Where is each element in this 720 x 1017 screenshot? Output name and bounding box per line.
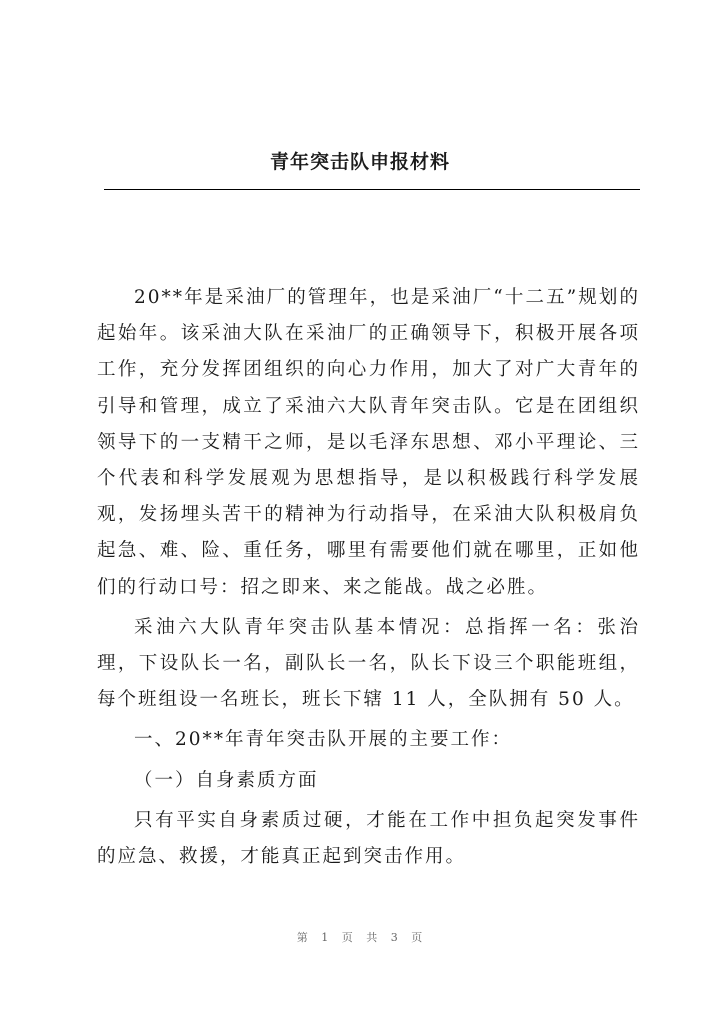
title-divider [104, 189, 640, 190]
paragraph-quality: 只有平实自身素质过硬，才能在工作中担负起突发事件的应急、救援，才能真正起到突击作用。 [97, 809, 640, 868]
paragraph-intro: 20**年是采油厂的管理年，也是采油厂“十二五”规划的起始年。该采油大队在采油厂的正确领导下，积极开展各项工作，充分发挥团组织的向心力作用，加大了对广大青年的引导和管理，成立了采油六大队青年突击队。它是在团组织领导下的一支精干之师，是以毛泽东思想、邓小平理论、三个代表和科学发展观为思想指导，是以积极践行科学发展观，发扬埋头苦干的精神为行动指导，在采油大队积极肩负起急、难、险、重任务，哪里有需要他们就在哪里，正如他们的行动口号：招之即来、来之能战。战之必胜。 [97, 287, 640, 598]
page-number: 第 1 页 共 3 页 [296, 931, 424, 944]
subsection-heading: （一）自身素质方面 [134, 769, 319, 791]
section-heading: 一、20**年青年突击队开展的主要工作： [134, 729, 513, 751]
paragraph-team-info: 采油六大队青年突击队基本情况：总指挥一名：张治理，下设队长一名，副队长一名，队长下设三个职能班组，每个班组设一名班长，班长下辖 11 人，全队拥有 50 人。 [97, 616, 640, 711]
document-title: 青年突击队申报材料 [269, 151, 450, 173]
document-body [97, 280, 640, 879]
